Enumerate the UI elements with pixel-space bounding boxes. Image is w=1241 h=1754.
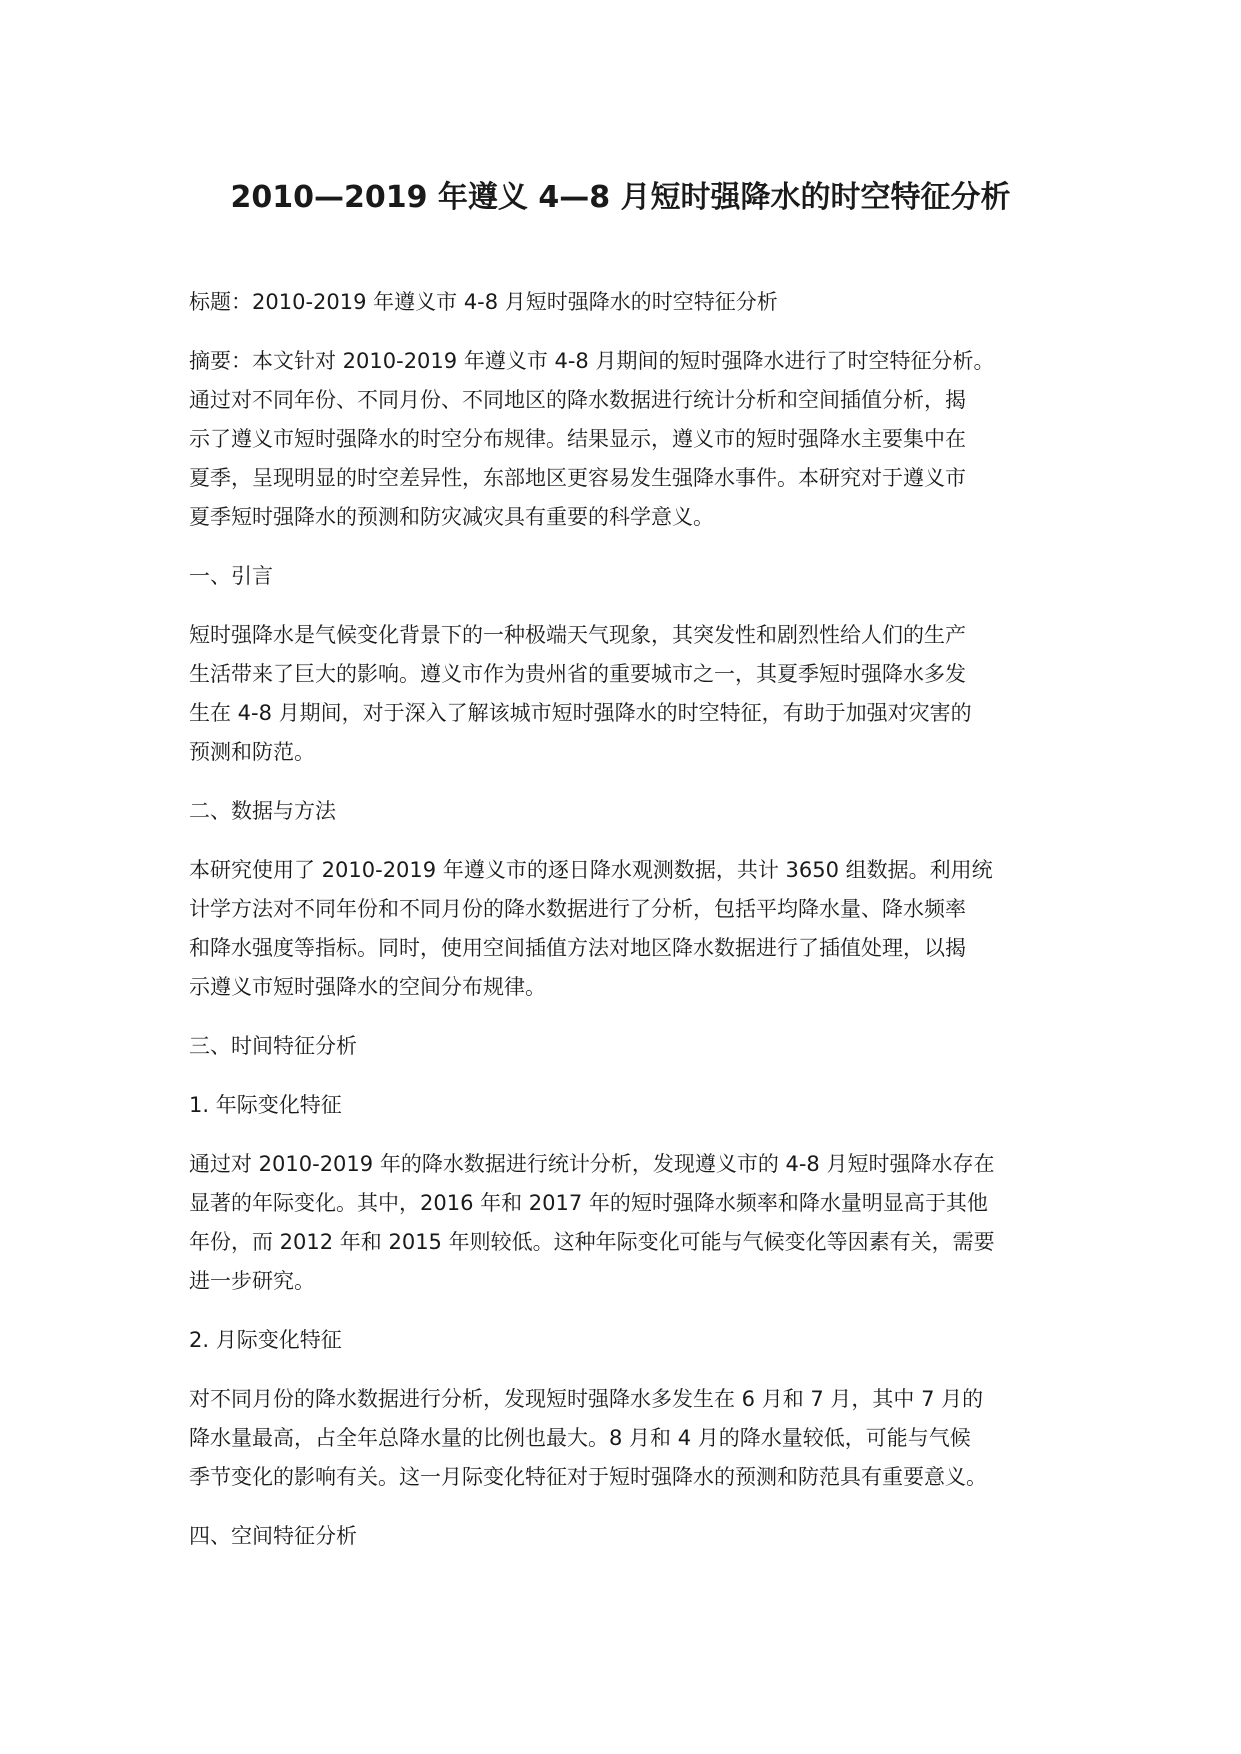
paragraph-line: 本研究使用了 2010-2019 年遵义市的逐日降水观测数据，共计 3650 组数据。利用统	[189, 858, 993, 882]
paragraph-line: 示遵义市短时强降水的空间分布规律。	[189, 975, 546, 999]
paragraph-line: 对不同月份的降水数据进行分析，发现短时强降水多发生在 6 月和 7 月，其中 7 月的	[189, 1387, 984, 1411]
paragraph-line: 进一步研究。	[189, 1269, 315, 1293]
section-heading-introduction: 一、引言	[189, 564, 273, 588]
paragraph-line: 和降水强度等指标。同时，使用空间插值方法对地区降水数据进行了插值处理，以揭	[189, 936, 966, 960]
paragraph-line: 通过对 2010-2019 年的降水数据进行统计分析，发现遵义市的 4-8 月短时强降水存在	[189, 1152, 995, 1176]
paragraph-line: 季节变化的影响有关。这一月际变化特征对于短时强降水的预测和防范具有重要意义。	[189, 1465, 987, 1489]
section-heading-spatial: 四、空间特征分析	[189, 1524, 357, 1548]
subsection-heading-monthly: 2. 月际变化特征	[189, 1328, 342, 1352]
paragraph-line: 计学方法对不同年份和不同月份的降水数据进行了分析，包括平均降水量、降水频率	[189, 897, 966, 921]
paragraph-line: 预测和防范。	[189, 740, 315, 764]
section-heading-data-methods: 二、数据与方法	[189, 799, 336, 823]
section-heading-temporal: 三、时间特征分析	[189, 1034, 357, 1058]
introduction-paragraph	[189, 616, 1069, 772]
paragraph-line: 显著的年际变化。其中，2016 年和 2017 年的短时强降水频率和降水量明显高于其他	[189, 1191, 988, 1215]
paragraph-line: 生活带来了巨大的影响。遵义市作为贵州省的重要城市之一，其夏季短时强降水多发	[189, 662, 966, 686]
paragraph-line: 短时强降水是气候变化背景下的一种极端天气现象，其突发性和剧烈性给人们的生产	[189, 623, 966, 647]
document-title: 2010—2019 年遵义 4—8 月短时强降水的时空特征分析	[230, 180, 1011, 215]
subsection-heading-interannual: 1. 年际变化特征	[189, 1093, 342, 1117]
subtitle-line: 标题：2010-2019 年遵义市 4-8 月短时强降水的时空特征分析	[189, 290, 778, 314]
interannual-paragraph	[189, 1145, 1069, 1301]
abstract-line: 夏季短时强降水的预测和防灾减灾具有重要的科学意义。	[189, 505, 714, 529]
abstract-line: 摘要：本文针对 2010-2019 年遵义市 4-8 月期间的短时强降水进行了时空特征分析。	[189, 349, 995, 373]
abstract-line: 示了遵义市短时强降水的时空分布规律。结果显示，遵义市的短时强降水主要集中在	[189, 427, 966, 451]
abstract-paragraph	[189, 342, 1069, 537]
paragraph-line: 年份，而 2012 年和 2015 年则较低。这种年际变化可能与气候变化等因素有关，需要	[189, 1230, 995, 1254]
document-body	[189, 283, 1069, 1576]
data-methods-paragraph	[189, 851, 1069, 1007]
paragraph-line: 生在 4-8 月期间，对于深入了解该城市短时强降水的时空特征，有助于加强对灾害的	[189, 701, 972, 725]
monthly-paragraph	[189, 1380, 1069, 1497]
paragraph-line: 降水量最高，占全年总降水量的比例也最大。8 月和 4 月的降水量较低，可能与气候	[189, 1426, 971, 1450]
abstract-line: 通过对不同年份、不同月份、不同地区的降水数据进行统计分析和空间插值分析，揭	[189, 388, 966, 412]
abstract-line: 夏季，呈现明显的时空差异性，东部地区更容易发生强降水事件。本研究对于遵义市	[189, 466, 966, 490]
